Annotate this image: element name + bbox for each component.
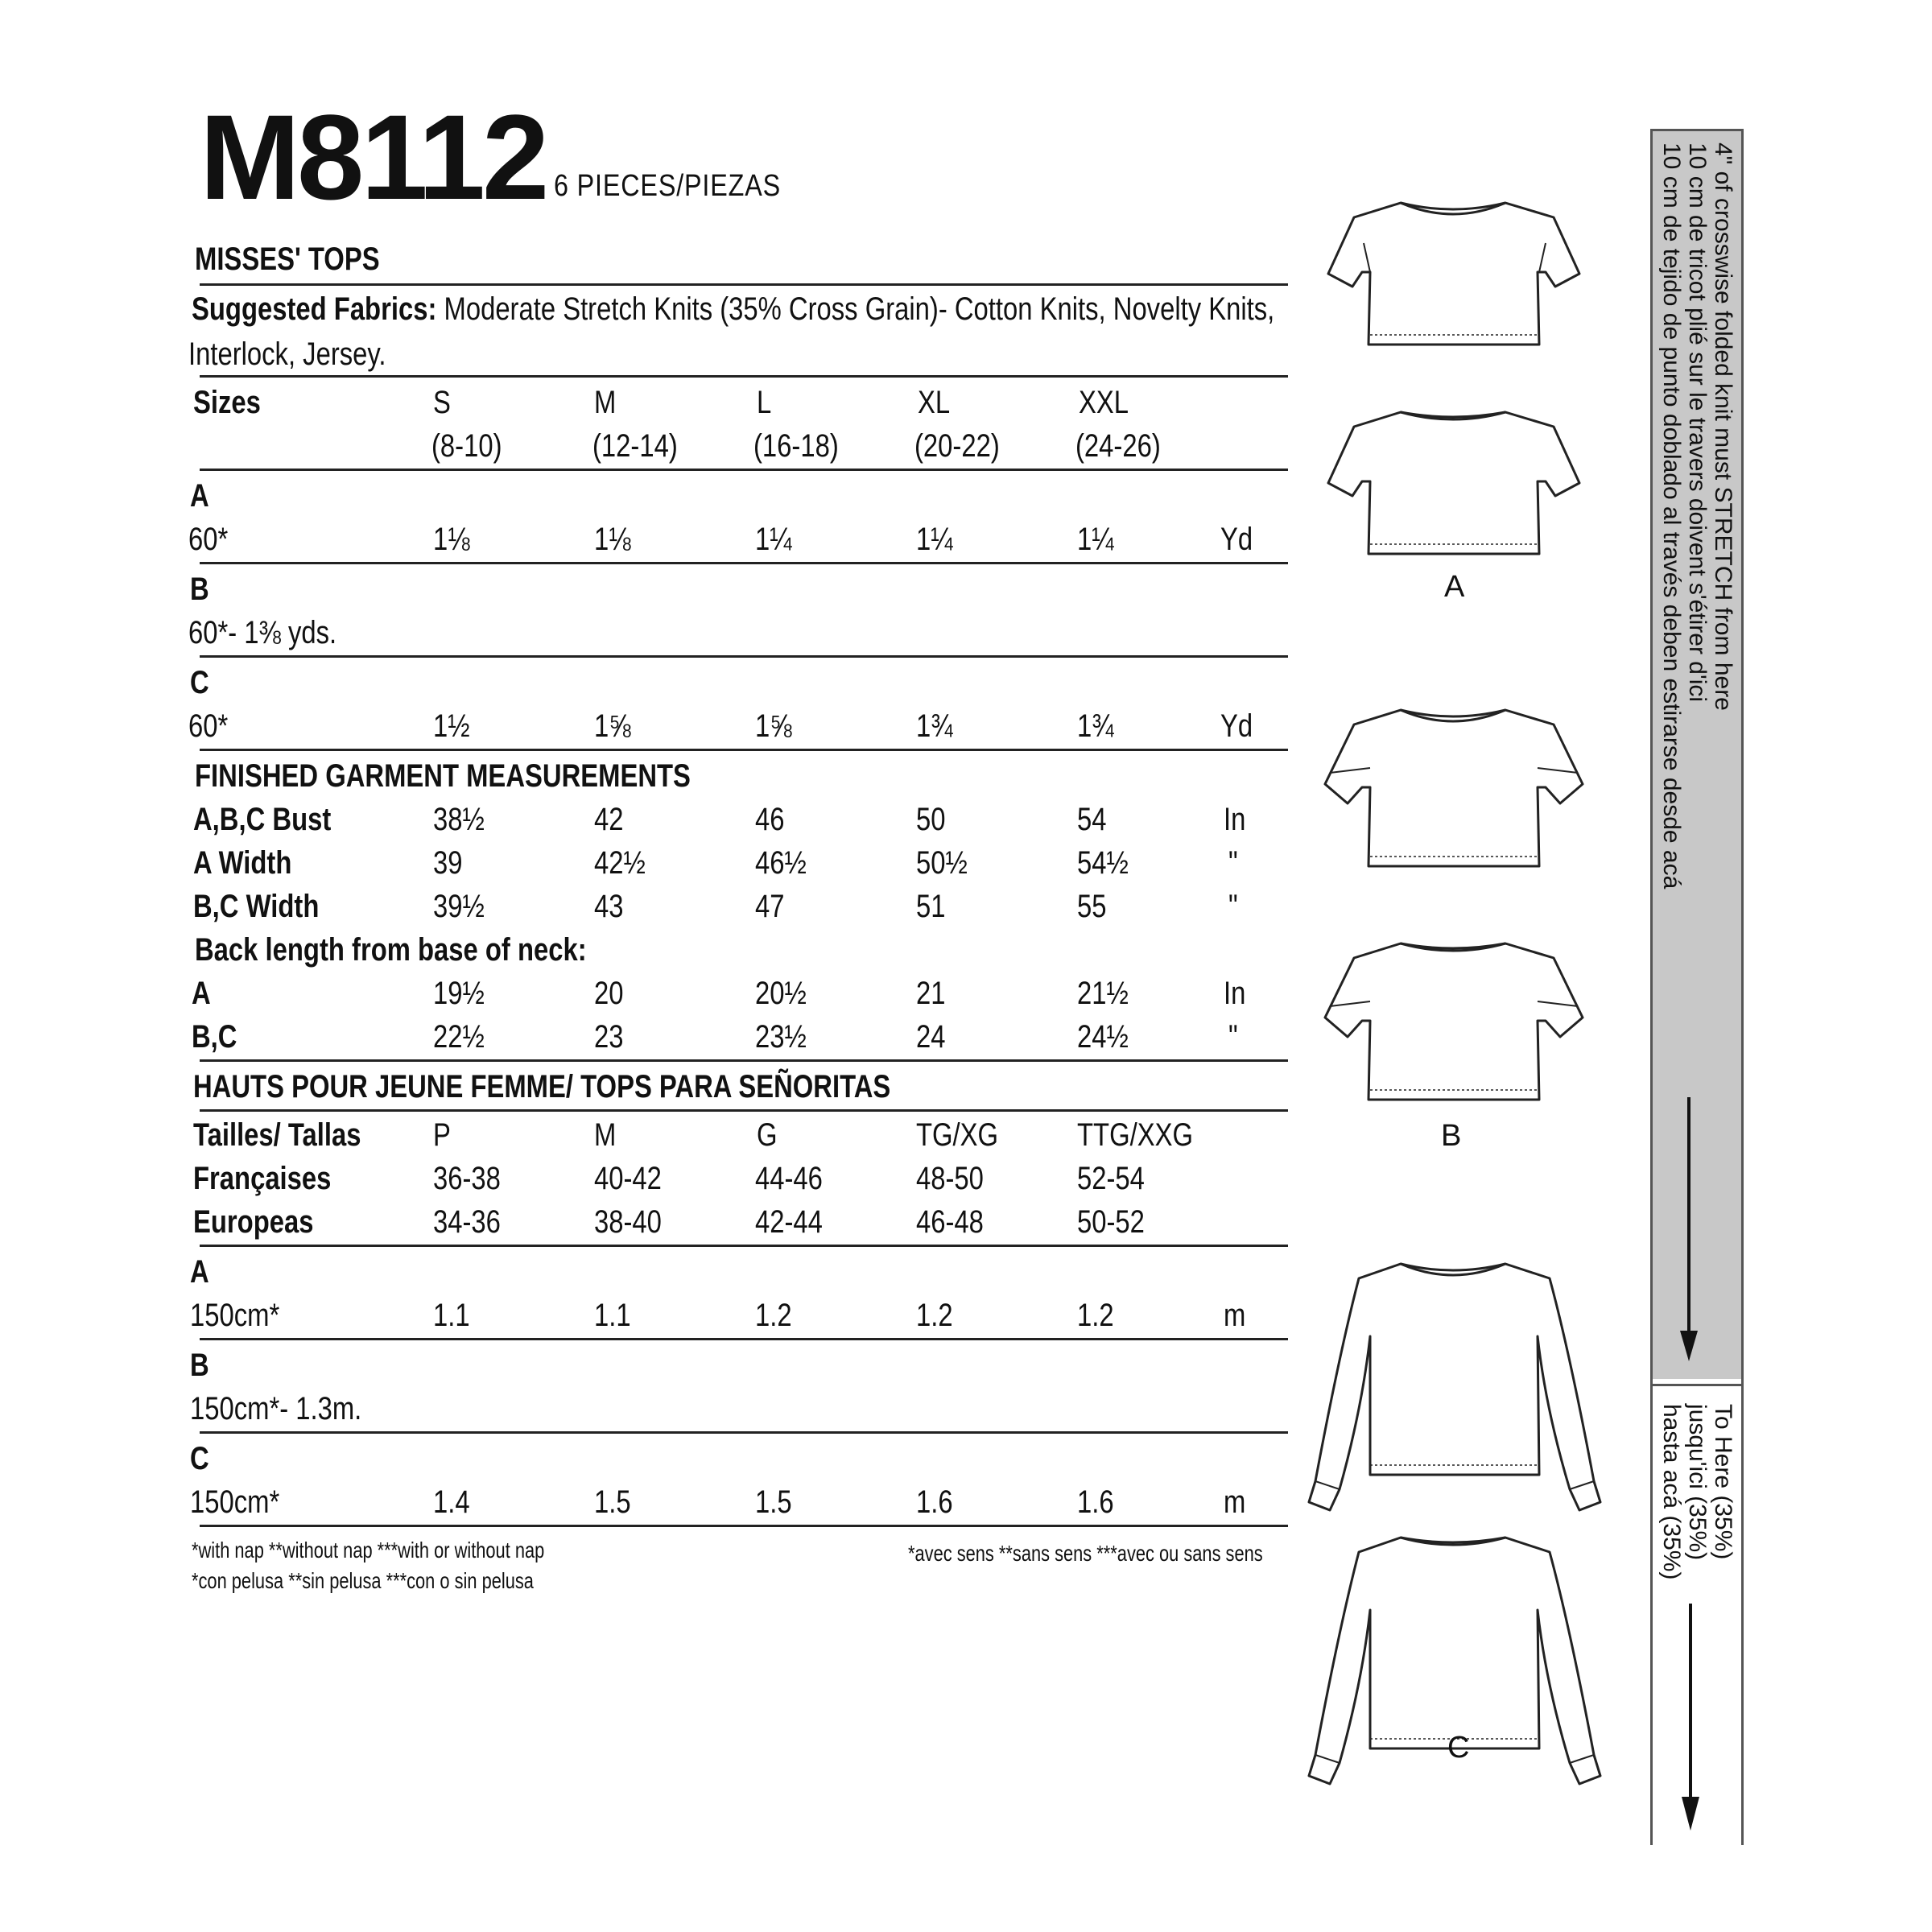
measure-value: 24½ — [1077, 1019, 1129, 1055]
to-here-fr: jusqu'ici (35%) — [1684, 1404, 1711, 1561]
view-c-label: C — [1447, 1731, 1470, 1765]
unit: In — [1224, 976, 1246, 1011]
yardage-value: 1⅝ — [594, 708, 631, 744]
stretch-text-es: 10 cm de tejido de punto doblado al través deben estirarse desde acá — [1658, 142, 1685, 890]
divider — [200, 1109, 1288, 1112]
section-title: MISSES' TOPS — [195, 242, 380, 277]
intl-value: 42-44 — [755, 1204, 823, 1240]
yardage-value: 1⅝ — [755, 708, 792, 744]
size-range: (12-14) — [592, 428, 678, 464]
metric-value: 1.6 — [916, 1484, 953, 1520]
measure-value: 20 — [594, 976, 624, 1011]
divider — [200, 469, 1288, 471]
unit: " — [1228, 889, 1238, 924]
metric-value: 1.2 — [1077, 1298, 1114, 1333]
divider — [200, 1525, 1288, 1527]
yardage-value: 1¾ — [1077, 708, 1114, 744]
unit: m — [1224, 1484, 1246, 1520]
yardage-value: 1¼ — [755, 522, 792, 557]
fabric-width: 150cm* — [190, 1484, 280, 1520]
stretch-gauge — [1650, 129, 1744, 1845]
metric-value: 1.4 — [433, 1484, 470, 1520]
measure-value: 42½ — [594, 845, 646, 881]
metric-value: 1.2 — [916, 1298, 953, 1333]
measure-value: 43 — [594, 889, 624, 924]
view-b-label: B — [1441, 1119, 1462, 1153]
yardage-note: 60*- 1⅜ yds. — [188, 615, 337, 650]
size-range: (8-10) — [431, 428, 502, 464]
view-label: C — [190, 665, 209, 700]
measure-value: 50½ — [916, 845, 968, 881]
yardage-value: 1½ — [433, 708, 470, 744]
view-label: A — [190, 478, 209, 514]
pieces-count: 6 PIECES/PIEZAS — [554, 169, 782, 203]
back-length-heading: Back length from base of neck: — [195, 932, 587, 968]
metric-value: 1.5 — [755, 1484, 792, 1520]
intl-value: 46-48 — [916, 1204, 984, 1240]
metric-value: 1.6 — [1077, 1484, 1114, 1520]
unit: Yd — [1220, 522, 1253, 557]
garment-drawings — [1304, 177, 1610, 1787]
metric-value: 1.5 — [594, 1484, 631, 1520]
yardage-value: 1⅛ — [594, 522, 631, 557]
intl-value: 40-42 — [594, 1161, 662, 1196]
view-a-front-drawing — [1328, 203, 1579, 345]
footnote-es: *con pelusa **sin pelusa ***con o sin pelusa — [192, 1568, 534, 1593]
size-col: XXL — [1079, 385, 1129, 420]
measure-value: 50 — [916, 802, 946, 837]
size-range: (24-26) — [1075, 428, 1161, 464]
measure-value: 47 — [755, 889, 785, 924]
metric-value: 1.1 — [594, 1298, 631, 1333]
divider — [200, 749, 1288, 751]
divider — [200, 1431, 1288, 1434]
intl-value: P — [433, 1117, 451, 1153]
measure-label: B,C — [192, 1019, 237, 1055]
measure-label: A,B,C Bust — [193, 802, 332, 837]
view-label: B — [190, 1348, 209, 1383]
measure-label: B,C Width — [193, 889, 320, 924]
measure-value: 46 — [755, 802, 785, 837]
stretch-gauge-end — [1653, 1384, 1741, 1845]
stretch-text-en: 4" of crosswise folded knit must STRETCH from here — [1710, 142, 1736, 711]
measure-value: 21½ — [1077, 976, 1129, 1011]
footnote-en: *with nap **without nap ***with or without nap — [192, 1538, 545, 1563]
divider — [200, 283, 1288, 286]
measure-value: 39½ — [433, 889, 485, 924]
divider — [200, 562, 1288, 564]
intl-value: 36-38 — [433, 1161, 501, 1196]
view-label: C — [190, 1441, 209, 1476]
measure-label: A Width — [193, 845, 292, 881]
yardage-value: 1¼ — [1077, 522, 1114, 557]
divider — [200, 375, 1288, 378]
stretch-text-fr: 10 cm de tricot plié sur le travers doivent s'étirer d'ici — [1684, 142, 1711, 703]
intl-value: 50-52 — [1077, 1204, 1145, 1240]
size-range: (16-18) — [753, 428, 839, 464]
yardage-note: 150cm*- 1.3m. — [190, 1391, 362, 1426]
view-label: A — [190, 1254, 209, 1290]
unit: " — [1228, 1019, 1238, 1055]
view-b-back-drawing — [1325, 943, 1583, 1100]
size-col: XL — [918, 385, 951, 420]
intl-value: TTG/XXG — [1077, 1117, 1193, 1153]
size-col: S — [433, 385, 451, 420]
view-a-label: A — [1444, 570, 1465, 604]
intl-label: Europeas — [193, 1204, 314, 1240]
intl-value: 38-40 — [594, 1204, 662, 1240]
intl-value: 48-50 — [916, 1161, 984, 1196]
arrow-down-icon — [1678, 1604, 1703, 1837]
intl-value: 34-36 — [433, 1204, 501, 1240]
divider — [200, 1245, 1288, 1247]
yardage-value: 1¼ — [916, 522, 953, 557]
to-here-es: hasta acá (35%) — [1658, 1404, 1685, 1580]
view-label: B — [190, 572, 209, 607]
fabric-width: 150cm* — [190, 1298, 280, 1333]
metric-value: 1.1 — [433, 1298, 470, 1333]
fabrics-text: Moderate Stretch Knits (35% Cross Grain)- Cotton Knits, Novelty Knits, — [444, 291, 1275, 327]
sizes-label: Sizes — [193, 385, 261, 420]
measure-value: 23 — [594, 1019, 624, 1055]
unit: Yd — [1220, 708, 1253, 744]
intl-value: 52-54 — [1077, 1161, 1145, 1196]
size-col: L — [757, 385, 772, 420]
measure-value: 23½ — [755, 1019, 807, 1055]
yardage-value: 1¾ — [916, 708, 953, 744]
measurements-heading: FINISHED GARMENT MEASUREMENTS — [195, 758, 691, 794]
fabric-width: 60* — [188, 708, 229, 744]
measure-value: 22½ — [433, 1019, 485, 1055]
measure-value: 20½ — [755, 976, 807, 1011]
stretch-gauge-shaded — [1653, 131, 1741, 1379]
view-b-front-drawing — [1325, 710, 1583, 866]
unit: m — [1224, 1298, 1246, 1333]
fabrics-label: Suggested Fabrics: — [192, 291, 437, 327]
measure-value: 19½ — [433, 976, 485, 1011]
to-here-en: To Here (35%) — [1710, 1404, 1736, 1560]
info-sheet — [188, 233, 1288, 1618]
footnote-fr: *avec sens **sans sens ***avec ou sans sens — [908, 1541, 1263, 1566]
intl-heading: HAUTS POUR JEUNE FEMME/ TOPS PARA SEÑORITAS — [193, 1069, 891, 1104]
unit: In — [1224, 802, 1246, 837]
measure-value: 24 — [916, 1019, 946, 1055]
intl-value: M — [594, 1117, 617, 1153]
measure-value: 46½ — [755, 845, 807, 881]
fabrics-line-1 — [192, 293, 1274, 325]
intl-value: 44-46 — [755, 1161, 823, 1196]
intl-label: Françaises — [193, 1161, 332, 1196]
intl-value: G — [757, 1117, 778, 1153]
yardage-value: 1⅛ — [433, 522, 470, 557]
divider — [200, 655, 1288, 658]
measure-value: 54 — [1077, 802, 1107, 837]
measure-value: 51 — [916, 889, 946, 924]
size-col: M — [594, 385, 617, 420]
view-c-front-drawing — [1309, 1264, 1600, 1510]
metric-value: 1.2 — [755, 1298, 792, 1333]
measure-value: 39 — [433, 845, 463, 881]
measure-value: 38½ — [433, 802, 485, 837]
divider — [200, 1059, 1288, 1062]
size-range: (20-22) — [914, 428, 1000, 464]
unit: " — [1228, 845, 1238, 881]
intl-label: Tailles/ Tallas — [193, 1117, 361, 1153]
view-illustrations — [1304, 177, 1610, 1787]
measure-value: 54½ — [1077, 845, 1129, 881]
arrow-down-icon — [1677, 1097, 1701, 1363]
pattern-number: M8112 — [200, 89, 547, 225]
measure-label: A — [192, 976, 211, 1011]
measure-value: 21 — [916, 976, 946, 1011]
measure-value: 42 — [594, 802, 624, 837]
intl-value: TG/XG — [916, 1117, 999, 1153]
divider — [200, 1338, 1288, 1340]
view-a-back-drawing — [1328, 412, 1579, 554]
fabrics-line-2: Interlock, Jersey. — [188, 336, 386, 372]
measure-value: 55 — [1077, 889, 1107, 924]
fabric-width: 60* — [188, 522, 229, 557]
